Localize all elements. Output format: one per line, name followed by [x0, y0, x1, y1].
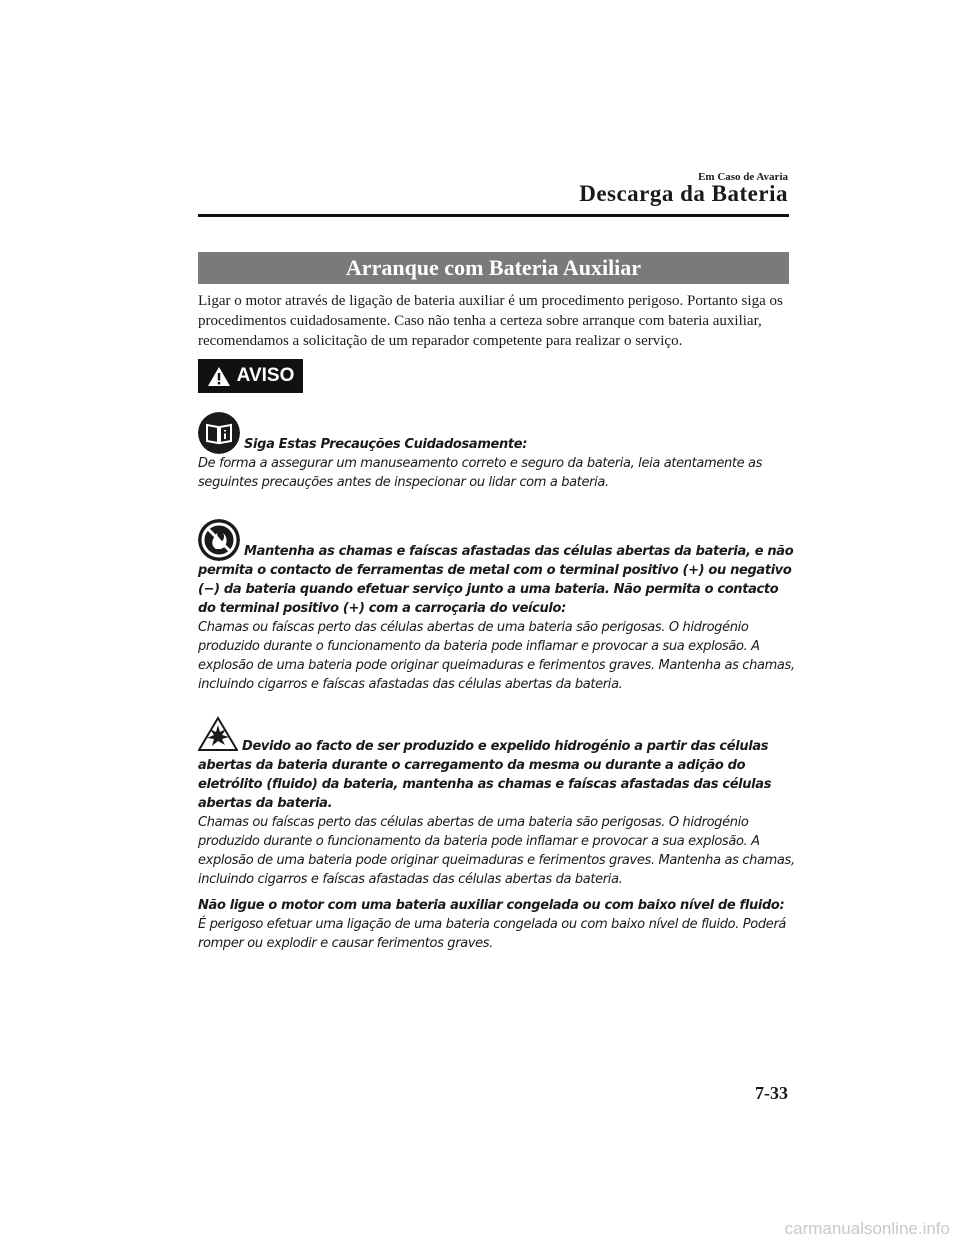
note-body: É perigoso efetuar uma ligação de uma bateria congelada ou com baixo nível de fluido. Poderá romper ou explodir e causar ferimentos graves.	[198, 917, 787, 951]
no-flame-icon	[198, 519, 240, 561]
page-number: 7-33	[755, 1083, 788, 1103]
section-title: Arranque com Bateria Auxiliar	[198, 252, 789, 284]
manual-book-icon	[198, 412, 240, 454]
warning-label: AVISO	[236, 365, 295, 386]
watermark-url: carmanualsonline.info	[784, 1219, 950, 1238]
note-heading: Devido ao facto de ser produzido e expelido hidrogénio a partir das células abertas da bateria durante o carregamento da mesma ou durante a adição do eletrólito (fluido) da bateria, mantenha as chamas e faíscas afastadas das células abertas da bateria.	[198, 739, 772, 811]
running-header-section: Em Caso de Avaria	[698, 171, 788, 183]
warning-badge	[198, 359, 303, 393]
note-heading: Mantenha as chamas e faíscas afastadas das células abertas da bateria, e não permita o contacto de ferramentas de metal com o terminal positivo (+) ou negativo (−) da bateria quando efetuar serviço junto a uma bateria. Não permita o contacto do terminal positivo (+) com a carroçaria do veículo:	[198, 544, 794, 616]
note-body: De forma a assegurar um manuseamento correto e seguro da bateria, leia atentamente as seguintes precauções antes de inspecionar ou lidar com a bateria.	[198, 456, 763, 490]
note-precautions	[198, 412, 798, 492]
note-body: Chamas ou faíscas perto das células abertas de uma bateria são perigosas. O hidrogénio produzido durante o funcionamento da bateria pode inflamar e provocar a sua explosão. A explosão de uma bateria pode originar queimaduras e ferimentos graves. Mantenha as chamas, incluindo cigarros e faíscas afastadas das células abertas da bateria.	[198, 620, 795, 692]
header-rule	[198, 214, 789, 217]
warning-triangle-icon	[207, 366, 231, 387]
running-header-title: Descarga da Bateria	[579, 181, 788, 206]
note-hydrogen	[198, 716, 798, 889]
intro-paragraph: Ligar o motor através de ligação de bateria auxiliar é um procedimento perigoso. Portanto siga os procedimentos cuidadosamente. Caso não tenha a certeza sobre arranque com bateria auxiliar, recomendamos a solicitação de um reparador competente para realizar o serviço.	[198, 293, 783, 349]
explosion-warning-icon	[198, 716, 238, 752]
note-heading: Não ligue o motor com uma bateria auxiliar congelada ou com baixo nível de fluido:	[198, 898, 785, 913]
note-heading: Siga Estas Precauções Cuidadosamente:	[244, 437, 528, 452]
note-flames	[198, 519, 798, 694]
note-body: Chamas ou faíscas perto das células abertas de uma bateria são perigosas. O hidrogénio produzido durante o funcionamento da bateria pode inflamar e provocar a sua explosão. A explosão de uma bateria pode originar queimaduras e ferimentos graves. Mantenha as chamas, incluindo cigarros e faíscas afastadas das células abertas da bateria.	[198, 815, 795, 887]
note-frozen-battery	[198, 896, 798, 953]
